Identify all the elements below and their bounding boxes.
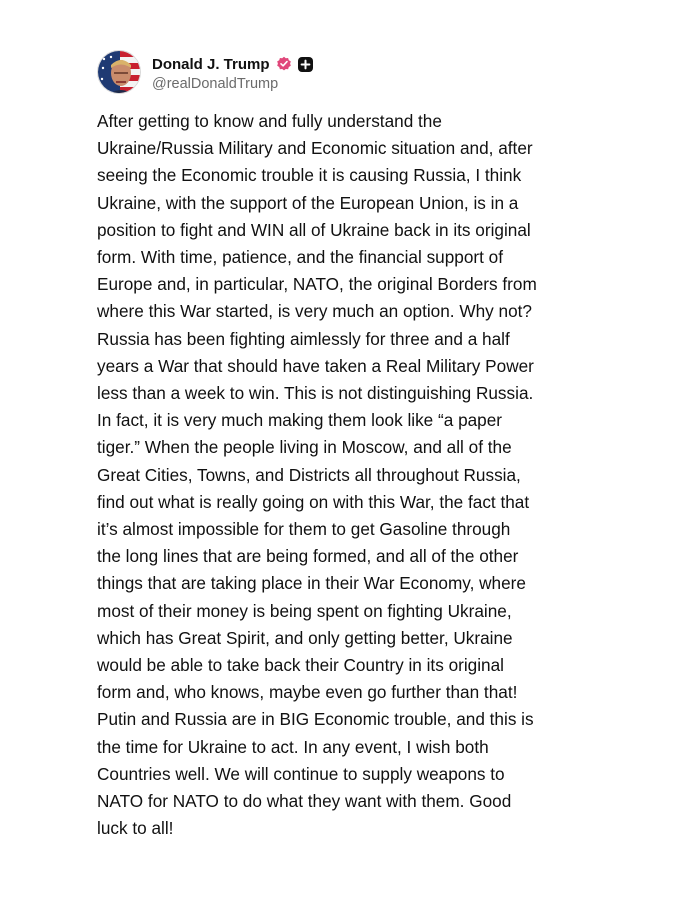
verified-badge-icon <box>276 56 292 72</box>
author-name-row <box>152 52 313 76</box>
author-handle[interactable]: @realDonaldTrump <box>152 76 279 92</box>
post-header <box>97 49 313 95</box>
post-body-text: After getting to know and fully understand the Ukraine/Russia Military and Economic situation and, after seeing the Economic trouble it is causing Russia, I think Ukraine, with the support of the European Union, is in a position to fight and WIN all of Ukraine back in its original form. With time, patience, and the financial support of Europe and, in particular, NATO, the original Borders from where this War started, is very much an option. Why not? Russia has been fighting aimlessly for three and a half years a War that should have taken a Real Military Power less than a week to win. This is not distinguishing Russia. In fact, it is very much making them look like “a paper tiger.” When the people living in Moscow, and all of the Great Cities, Towns, and Districts all throughout Russia, find out what is really going on with this War, the fact that it’s almost impossible for them to get Gasoline through the long lines that are being formed, and all of the other things that are taking place in their War Economy, where most of their money is being spent on fighting Ukraine, which has Great Spirit, and only getting better, Ukraine would be able to take back their Country in its original form and, who knows, maybe even go further than that! Putin and Russia are in BIG Economic trouble, and this is the time for Ukraine to act. In any event, I wish both Countries well. We will continue to supply weapons to NATO for NATO to do what they want with them. Good luck to all! <box>97 111 537 839</box>
author-display-name[interactable]: Donald J. Trump <box>152 55 270 73</box>
author-identity <box>152 52 313 92</box>
plus-badge-icon <box>298 57 313 72</box>
avatar-image <box>98 51 141 94</box>
avatar[interactable] <box>97 50 141 94</box>
